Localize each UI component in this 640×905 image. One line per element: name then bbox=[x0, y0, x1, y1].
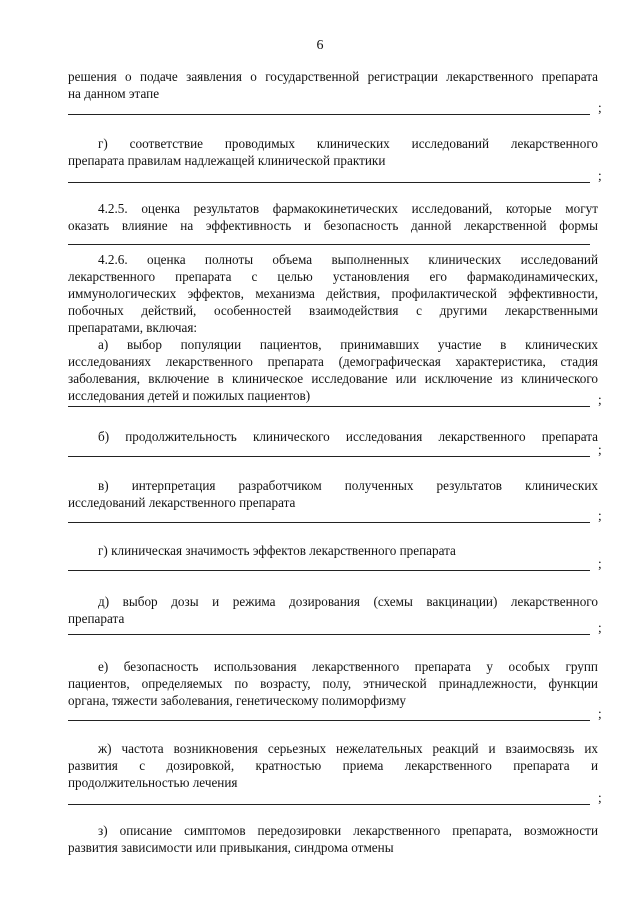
fill-in-line bbox=[68, 522, 590, 523]
text-line: 4.2.6. оценка полноты объема выполненных клинических исследований bbox=[98, 252, 598, 267]
semicolon: ; bbox=[598, 790, 602, 805]
text-line: е) безопасность использования лекарственного препарата у особых групп bbox=[98, 659, 598, 674]
page-number: 6 bbox=[316, 38, 324, 53]
text-line: органа, тяжести заболевания, генетическому полиморфизму bbox=[68, 693, 407, 708]
text-line: препарата правилам надлежащей клинической практики bbox=[68, 153, 386, 168]
text-line: 4.2.5. оценка результатов фармакокинетических исследований, которые могут bbox=[98, 201, 598, 216]
text-line: ж) частота возникновения серьезных нежелательных реакций и взаимосвязь их bbox=[98, 741, 598, 756]
text-line: г) клиническая значимость эффектов лекарственного препарата bbox=[98, 543, 456, 558]
fill-in-line bbox=[68, 634, 590, 635]
semicolon: ; bbox=[598, 556, 602, 571]
semicolon: ; bbox=[598, 620, 602, 635]
text-line: решения о подаче заявления о государственной регистрации лекарственного препарата bbox=[68, 69, 598, 84]
fill-in-line bbox=[68, 456, 590, 457]
text-line: препарата bbox=[68, 611, 125, 626]
text-line: з) описание симптомов передозировки лекарственного препарата, возможности bbox=[98, 823, 598, 838]
fill-in-line bbox=[68, 114, 590, 115]
semicolon: ; bbox=[598, 168, 602, 183]
fill-in-line bbox=[68, 570, 590, 571]
text-line: д) выбор дозы и режима дозирования (схемы вакцинации) лекарственного bbox=[98, 594, 598, 609]
text-line: лекарственного препарата с целью установления его фармакодинамических, bbox=[68, 269, 598, 284]
text-line: пациентов, определяемых по возрасту, полу, этнической принадлежности, функции bbox=[68, 676, 598, 691]
semicolon: ; bbox=[598, 100, 602, 115]
text-line: б) продолжительность клинического исследования лекарственного препарата bbox=[98, 429, 598, 444]
text-line: г) соответствие проводимых клинических исследований лекарственного bbox=[98, 136, 598, 151]
text-line: препаратами, включая: bbox=[68, 320, 198, 335]
text-line: исследованиях лекарственного препарата (демографическая характеристика, стадия bbox=[68, 354, 598, 369]
fill-in-line bbox=[68, 804, 590, 805]
semicolon: ; bbox=[598, 442, 602, 457]
text-line: иммунологических эффектов, механизма действия, профилактической эффективности, bbox=[68, 286, 598, 301]
text-line: на данном этапе bbox=[68, 86, 160, 101]
text-line: а) выбор популяции пациентов, принимавших участие в клинических bbox=[98, 337, 598, 352]
text-line: исследования детей и пожилых пациентов) bbox=[68, 388, 311, 403]
text-line: развития зависимости или привыкания, синдрома отмены bbox=[68, 840, 394, 855]
semicolon: ; bbox=[598, 392, 602, 407]
text-line: заболевания, включение в клиническое исследование или исключение из клинического bbox=[68, 371, 598, 386]
text-line: в) интерпретация разработчиком полученных результатов клинических bbox=[98, 478, 598, 493]
text-line: оказать влияние на эффективность и безопасность данной лекарственной формы bbox=[68, 218, 598, 233]
fill-in-line bbox=[68, 182, 590, 183]
fill-in-line bbox=[68, 244, 590, 245]
fill-in-line bbox=[68, 720, 590, 721]
text-line: продолжительностью лечения bbox=[68, 775, 238, 790]
text-line: развития с дозировкой, кратностью приема лекарственного препарата и bbox=[68, 758, 598, 773]
text-line: побочных действий, особенностей взаимодействия с другими лекарственными bbox=[68, 303, 598, 318]
semicolon: ; bbox=[598, 706, 602, 721]
fill-in-line bbox=[68, 406, 590, 407]
semicolon: ; bbox=[598, 508, 602, 523]
text-line: исследований лекарственного препарата bbox=[68, 495, 296, 510]
